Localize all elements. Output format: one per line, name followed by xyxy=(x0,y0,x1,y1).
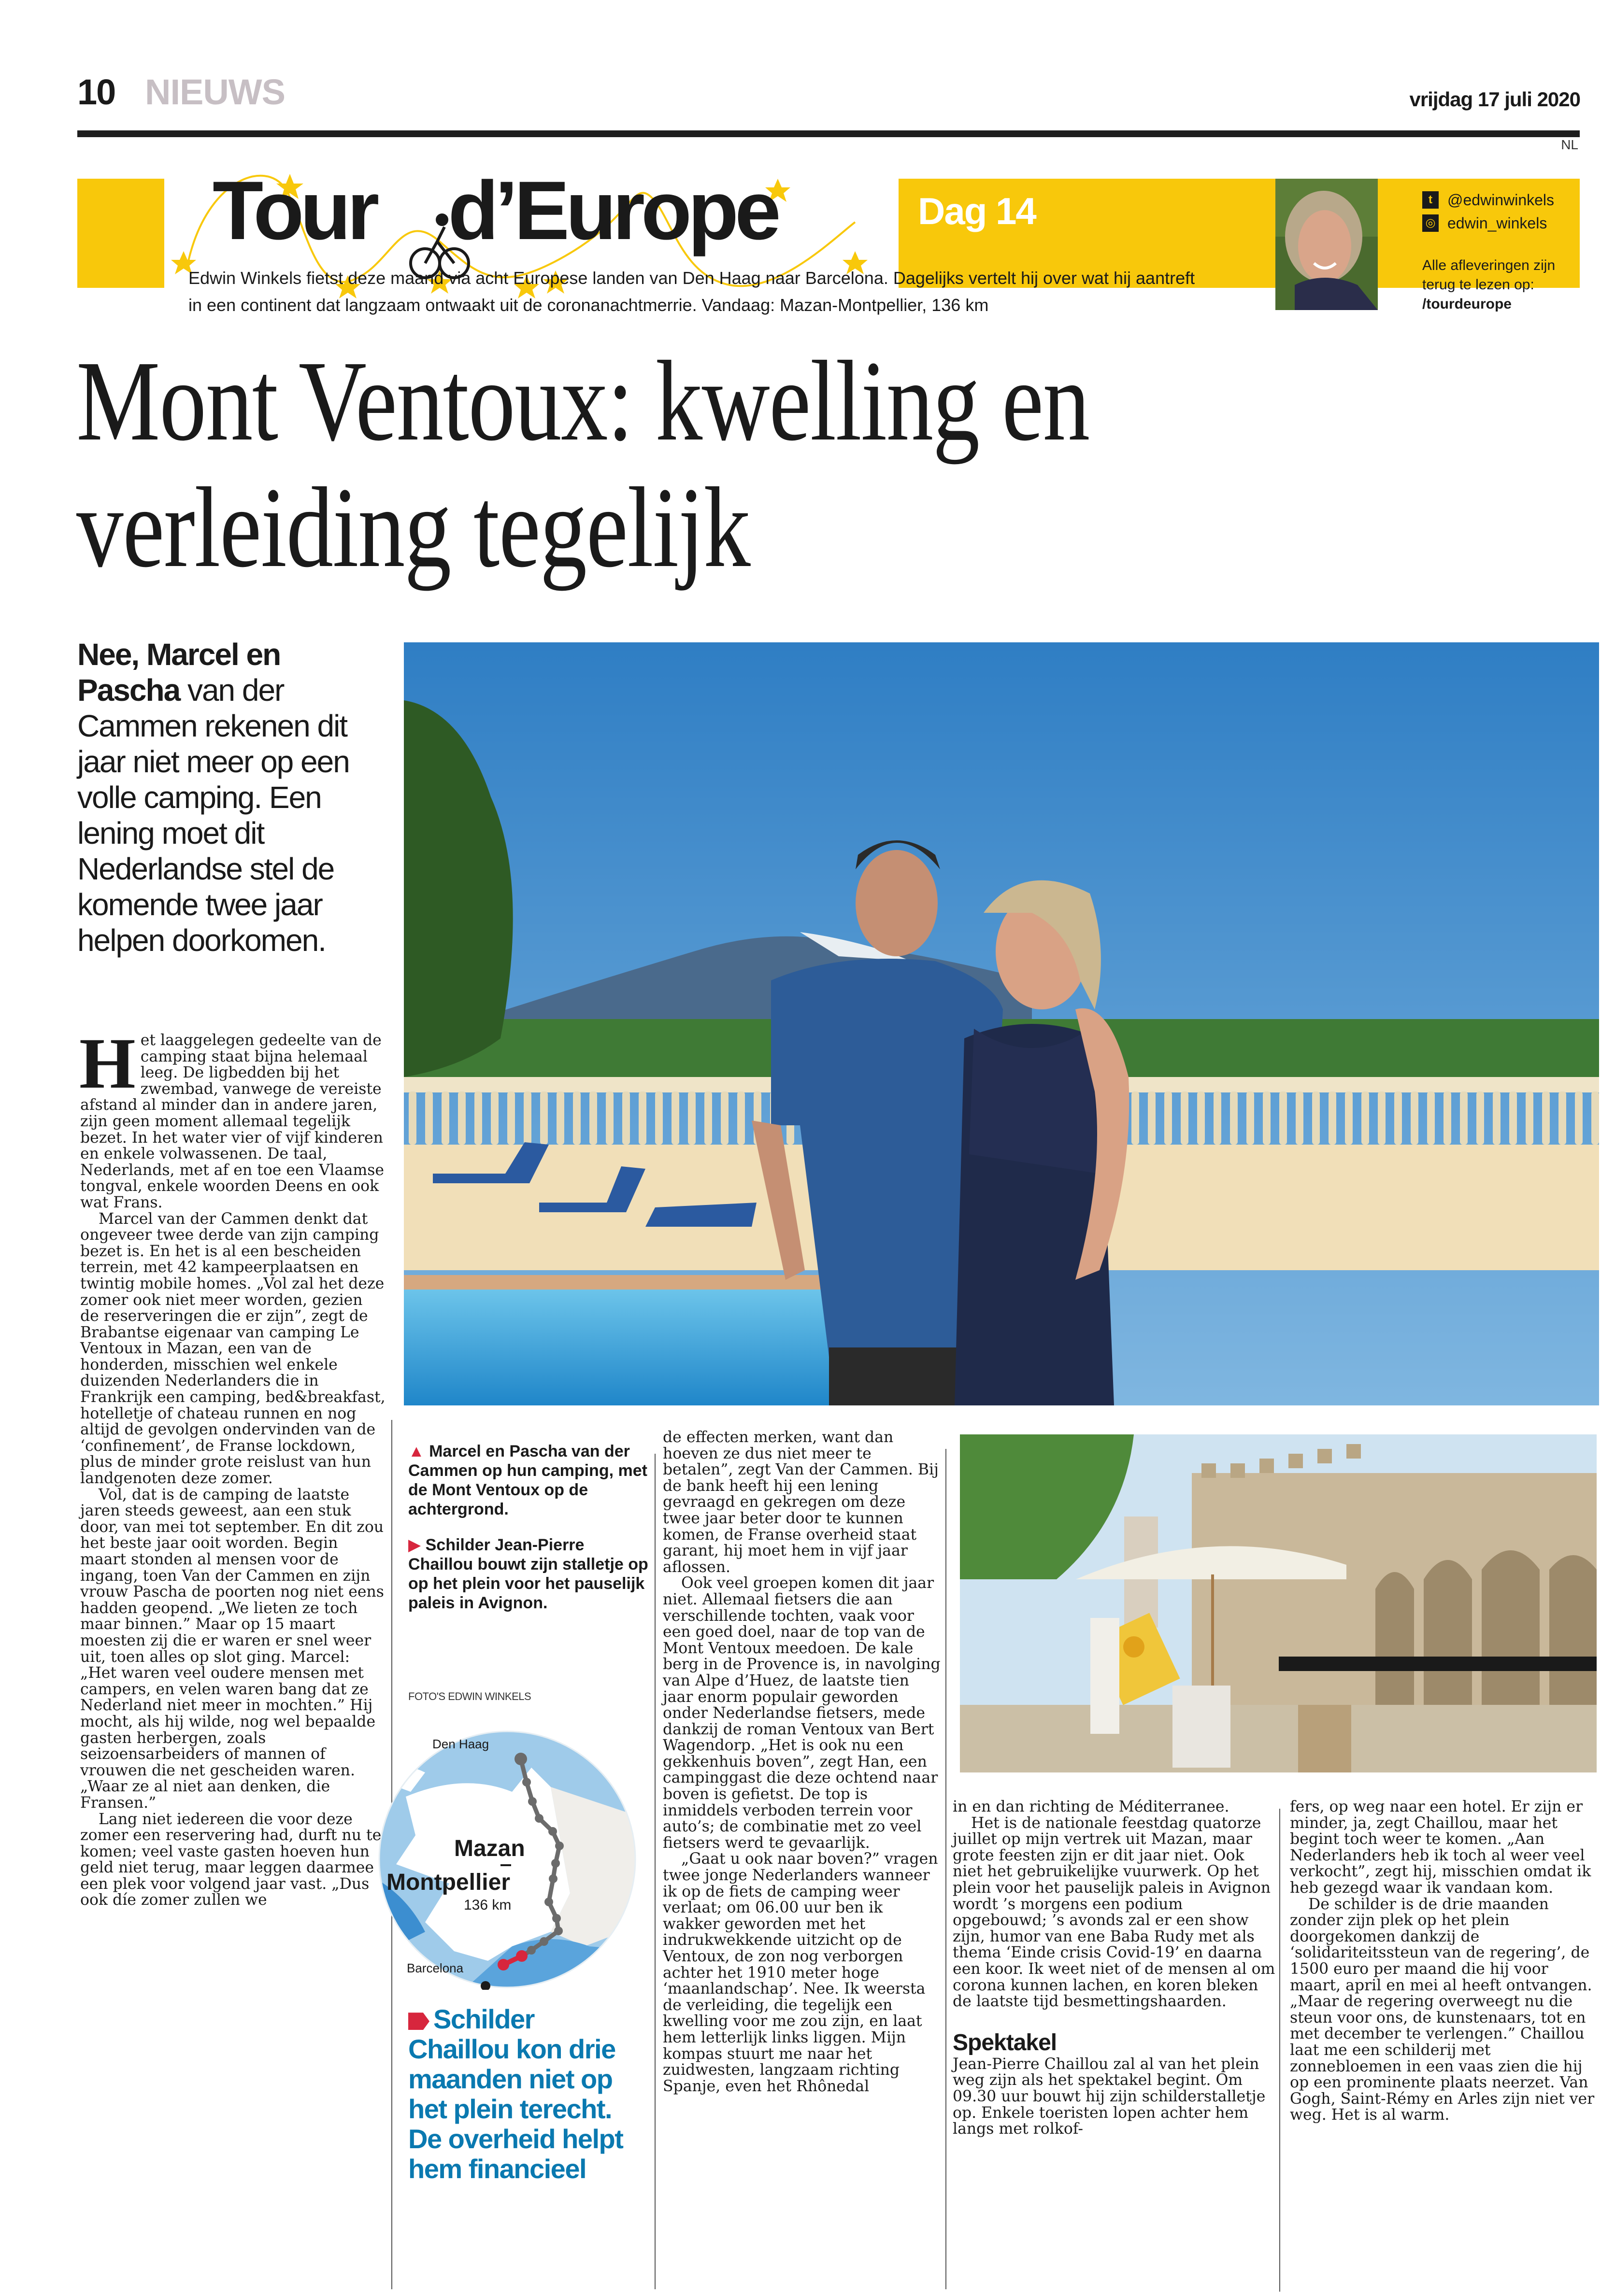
baluster xyxy=(1509,1091,1517,1145)
issue-date: vrijdag 17 juli 2020 xyxy=(1409,88,1580,111)
baluster xyxy=(1263,1091,1271,1145)
baluster xyxy=(1345,1091,1353,1145)
map-label-end: Barcelona xyxy=(407,1961,464,1975)
baluster xyxy=(1443,1091,1451,1145)
baluster xyxy=(1394,1091,1402,1145)
baluster xyxy=(1230,1091,1238,1145)
paragraph: Het is de nationale feestdag quatorze juillet op mijn vertrek uit Mazan, maar grote feesten zijn er dit jaar niet. Ook niet het gebruikelijke vuurwerk. Op het plein voor het pauselijk paleis in Avignon wordt ’s morgens een podium opgebouwd; ’s avonds zal er een show zijn, humor van ene Baba Rudy met als thema ‘Einde crisis Covid-19’ en daarna een koor. Ik weet niet of de mensen al om corona kunnen lachen, en koren bleken de laatste tijd besmettingshaarden. xyxy=(953,1814,1275,2011)
arrow-flag-icon xyxy=(408,2013,429,2030)
photo-couple-camping xyxy=(404,642,1599,1405)
paragraph: Marcel van der Cammen denkt dat ongeveer twee derde van zijn camping bezet is. En het is al een bescheiden terrein, met 42 kampeerplaatsen en twintig mobile homes. „Vol zal het deze zomer ook niet meer worden, gezien de reserveringen die er zijn”, zegt de Brabantse eigenaar van camping Le Ventoux in Mazan, een van de honderden, misschien wel enkele duizenden Nederlanders die in Frankrijk een camping, bed&breakfast, hotelletje of chateau runnen en nog altijd de gevolgen ondervinden van de ‘confinement’, de Franse lockdown, plus de minder grote reislust van hun landgenoten deze zomer. xyxy=(80,1210,386,1488)
column-rule xyxy=(945,1449,946,2289)
edition-label: NL xyxy=(1561,137,1578,152)
baluster xyxy=(1131,1091,1139,1145)
baluster xyxy=(524,1091,531,1145)
baluster xyxy=(1591,1091,1599,1145)
map-dash xyxy=(500,1864,511,1866)
instagram-icon: ◎ xyxy=(1422,214,1439,232)
baluster xyxy=(474,1091,482,1145)
baluster xyxy=(1246,1091,1254,1145)
baluster xyxy=(1558,1091,1566,1145)
baluster xyxy=(1181,1091,1188,1145)
logo-word-tour: Tour xyxy=(213,164,376,257)
paragraph: Lang niet iedereen die voor deze zomer een reservering had, durft nu te komen; veel vaste gasten hoeven hun geld niet terug, maar leggen daarmee een plek voor volgend jaar vast. „Dus ook díe zomer zullen we xyxy=(80,1810,382,1909)
episodes-link[interactable]: /tourdeurope xyxy=(1422,296,1512,312)
triangle-right-icon: ▶ xyxy=(408,1536,421,1554)
baluster xyxy=(540,1091,548,1145)
baluster xyxy=(1214,1091,1221,1145)
photo-painter-avignon xyxy=(960,1434,1597,1772)
baluster xyxy=(589,1091,597,1145)
baluster xyxy=(1427,1091,1435,1145)
article-column-1 xyxy=(79,1023,386,1909)
series-band-left xyxy=(77,179,164,288)
baluster xyxy=(1460,1091,1468,1145)
baluster xyxy=(1312,1091,1320,1145)
baluster xyxy=(1148,1091,1156,1145)
baluster xyxy=(507,1091,515,1145)
headline: Mont Ventoux: kwelling en verleiding tegelijk xyxy=(76,338,1089,591)
subhead: Spektakel xyxy=(953,2029,1057,2055)
triangle-up-icon: ▲ xyxy=(408,1442,425,1460)
baluster xyxy=(655,1091,663,1145)
photo-captions xyxy=(408,1442,650,1613)
lead-rest: van der Cammen rekenen dit jaar niet meer op een volle camping. Een lening moet dit Nederlandse stel de komende twee jaar helpen doorkomen. xyxy=(77,673,349,958)
lead-bold: Nee, Marcel en Pascha xyxy=(77,637,281,708)
paragraph: et laaggelegen gedeelte van de camping staat bijna helemaal leeg. De ligbedden bij het zwembad, vanwege de vereiste afstand al minder dan in andere jaren, zijn geen moment allemaal tegelijk bezet. In het water vier of vijf kinderen en enkele volwassenen. De taal, Nederlands, met af en toe een Vlaamse tongval, enkele woorden Deens en ook wat Frans. xyxy=(80,1032,385,1211)
baluster xyxy=(1279,1091,1287,1145)
baluster xyxy=(1197,1091,1205,1145)
article-column-4 xyxy=(953,1799,1275,2138)
baluster xyxy=(409,1091,416,1145)
baluster xyxy=(573,1091,581,1145)
paragraph: Jean-Pierre Chaillou zal al van het plein weg zijn als het spektakel begint. Om 09.30 uur bouwt hij zijn schilderstalletje op. Enkele toeristen lopen achter hem langs met rolkof- xyxy=(953,2055,1266,2138)
day-label: Dag 14 xyxy=(918,190,1036,232)
route-map xyxy=(367,1719,647,1990)
page-number: 10 xyxy=(77,72,115,112)
paragraph: fers, op weg naar een hotel. Er zijn er minder, ja, zegt Chaillou, maar het begint toch weer te komen. „Aan Nederlanders heb ik toch al weer veel verkocht”, zegt hij, misschien omdat ik heb gezegd waar ik vandaan kom. xyxy=(1290,1798,1591,1897)
baluster xyxy=(1476,1091,1484,1145)
baluster xyxy=(737,1091,745,1145)
paragraph: „Gaat u ook naar boven?” vragen twee jonge Nederlanders wanneer ik op de fiets de camping weer verlaat; om 06.00 uur ben ik wakker geworden met het indrukwekkende uitzicht op de Ventoux, de zon nog verborgen achter het 1910 meter hoge ‘maanlandschap’. Nee. Ik weersta de verleiding, die tegelijk een kwelling voor me zou zijn, en laat hem letterlijk links liggen. Mijn kompas stuurt me naar het zuidwesten, langzaam richting Spanje, even het Rhônedal xyxy=(663,1850,938,2095)
baluster xyxy=(1493,1091,1501,1145)
paragraph: in en dan richting de Méditerranee. xyxy=(953,1798,1229,1815)
baluster xyxy=(1526,1091,1533,1145)
map-distance: 136 km xyxy=(464,1897,512,1913)
episodes-text: Alle afleveringen zijn terug te lezen op: xyxy=(1422,257,1556,293)
baluster xyxy=(704,1091,712,1145)
photo-credit: FOTO'S EDWIN WINKELS xyxy=(408,1690,531,1702)
column-rule xyxy=(1279,1809,1280,2292)
social-links xyxy=(1422,188,1554,235)
article-column-5 xyxy=(1290,1799,1599,2124)
article-lead xyxy=(77,637,377,958)
logo-word-europe: d’Europe xyxy=(448,164,777,257)
drop-cap: H xyxy=(79,1023,136,1104)
baluster xyxy=(688,1091,696,1145)
twitter-icon: t xyxy=(1422,191,1439,209)
paragraph: de effecten merken, want dan hoeven ze dus niet meer te betalen”, zegt Van der Cammen. Bij de bank heeft hij een lening gevraagd en gekregen om deze twee jaar beter door te kunnen komen, de Franse overheid staat garant, hij moet hem in vijf jaar aflossen. xyxy=(663,1429,939,1576)
paragraph: Vol, dat is de camping de laatste jaren steeds geweest, aan een stuk door, van mei tot september. En dit zou het beste jaar ooit worden. Begin maart stonden al mensen voor de ingang, toen Van der Cammen en zijn vrouw Pascha de poorten nog niet eens hadden geopend. „We lieten ze toch maar binnen.” Maar op 15 maart moesten zij die er waren er snel weer uit, toen alles op slot ging. Marcel: „Het waren veel oudere mensen met campers, en velen waren bang dat ze Nederland niet meer in mochten.” Hij mocht, als hij wilde, nog wel bepaalde gasten herbergen, zoals seizoensarbeiders of mannen of vrouwen die net gescheiden waren. „Waar ze al niet aan denken, die Fransen.” xyxy=(80,1486,384,1812)
author-photo xyxy=(1275,179,1378,310)
baluster xyxy=(1361,1091,1369,1145)
pull-quote: Schilder Chaillou kon drie maanden niet op het plein terecht. De overheid helpt hem financieel xyxy=(408,2004,623,2184)
baluster xyxy=(1575,1091,1583,1145)
baluster xyxy=(1296,1091,1303,1145)
baluster xyxy=(491,1091,499,1145)
baluster xyxy=(721,1091,729,1145)
caption-2: ▶ Schilder Jean-Pierre Chaillou bouwt zijn stalletje op op het plein voor het pauselijk paleis in Avignon. xyxy=(408,1536,648,1612)
series-intro: Edwin Winkels fietst deze maand via acht Europese landen van Den Haag naar Barcelona. Dagelijks vertelt hij over wat hij aantreft in een continent dat langzaam ontwaakt uit de coronanachtmerrie. Vandaag: Mazan-Montpellier, 136 km xyxy=(188,268,1195,315)
episodes-note xyxy=(1422,256,1567,314)
map-label-start: Den Haag xyxy=(432,1737,489,1751)
header-rule xyxy=(77,130,1580,137)
baluster xyxy=(1411,1091,1418,1145)
baluster xyxy=(672,1091,679,1145)
baluster xyxy=(557,1091,564,1145)
baluster xyxy=(606,1091,614,1145)
baluster xyxy=(1329,1091,1336,1145)
article-column-3 xyxy=(663,1430,943,2095)
baluster xyxy=(639,1091,646,1145)
instagram-link[interactable]: ◎ edwin_winkels xyxy=(1422,212,1554,235)
series-logo-text xyxy=(213,164,777,257)
twitter-link[interactable]: t @edwinwinkels xyxy=(1422,188,1554,212)
baluster xyxy=(425,1091,433,1145)
baluster xyxy=(458,1091,466,1145)
baluster xyxy=(622,1091,630,1145)
column-rule xyxy=(655,1454,656,2289)
baluster xyxy=(442,1091,449,1145)
baluster xyxy=(1164,1091,1172,1145)
paragraph: Ook veel groepen komen dit jaar niet. Allemaal fietsers die aan verschillende tochten, vaak voor een goed doel, naar de top van de Mont Ventoux meedoen. De kale berg in de Provence is, in navolging van Alpe d’Huez, de laatste tien jaar enorm populair geworden onder Nederlandse fietsers, mede dankzij de roman Ventoux van Bert Wagendorp. „Het is ook nu een gekkenhuis boven”, zegt Han, een campinggast die deze ochtend naar boven is gefietst. De top is inmiddels verboden terrein voor auto’s; de combinatie met zo veel fietsers werd te gevaarlijk. xyxy=(663,1574,941,1852)
baluster xyxy=(1378,1091,1386,1145)
map-label-stage-to: Montpellier xyxy=(386,1870,511,1895)
section-title: NIEUWS xyxy=(145,72,285,112)
paragraph: De schilder is de drie maanden zonder zijn plek op het plein doorgekomen dankzij de ‘solidariteitssteun van de regering’, de 1500 euro per maand die hij voor maart, april en mei al heeft ontvangen. „Maar de regering overweegt nu die steun voor ons, de kunstenaars, tot en met december te verlengen.” Chaillou laat me een schilderij met zonnebloemen in een vaas zien die hij op een prominente plaats neerzet. Van Gogh, Saint-Rémy en Arles zijn niet ver weg. Het is al warm. xyxy=(1290,1895,1595,2124)
map-label-stage-from: Mazan xyxy=(454,1836,525,1861)
caption-1: ▲ Marcel en Pascha van der Cammen op hun camping, met de Mont Ventoux op de achtergrond. xyxy=(408,1442,647,1518)
baluster xyxy=(1542,1091,1550,1145)
